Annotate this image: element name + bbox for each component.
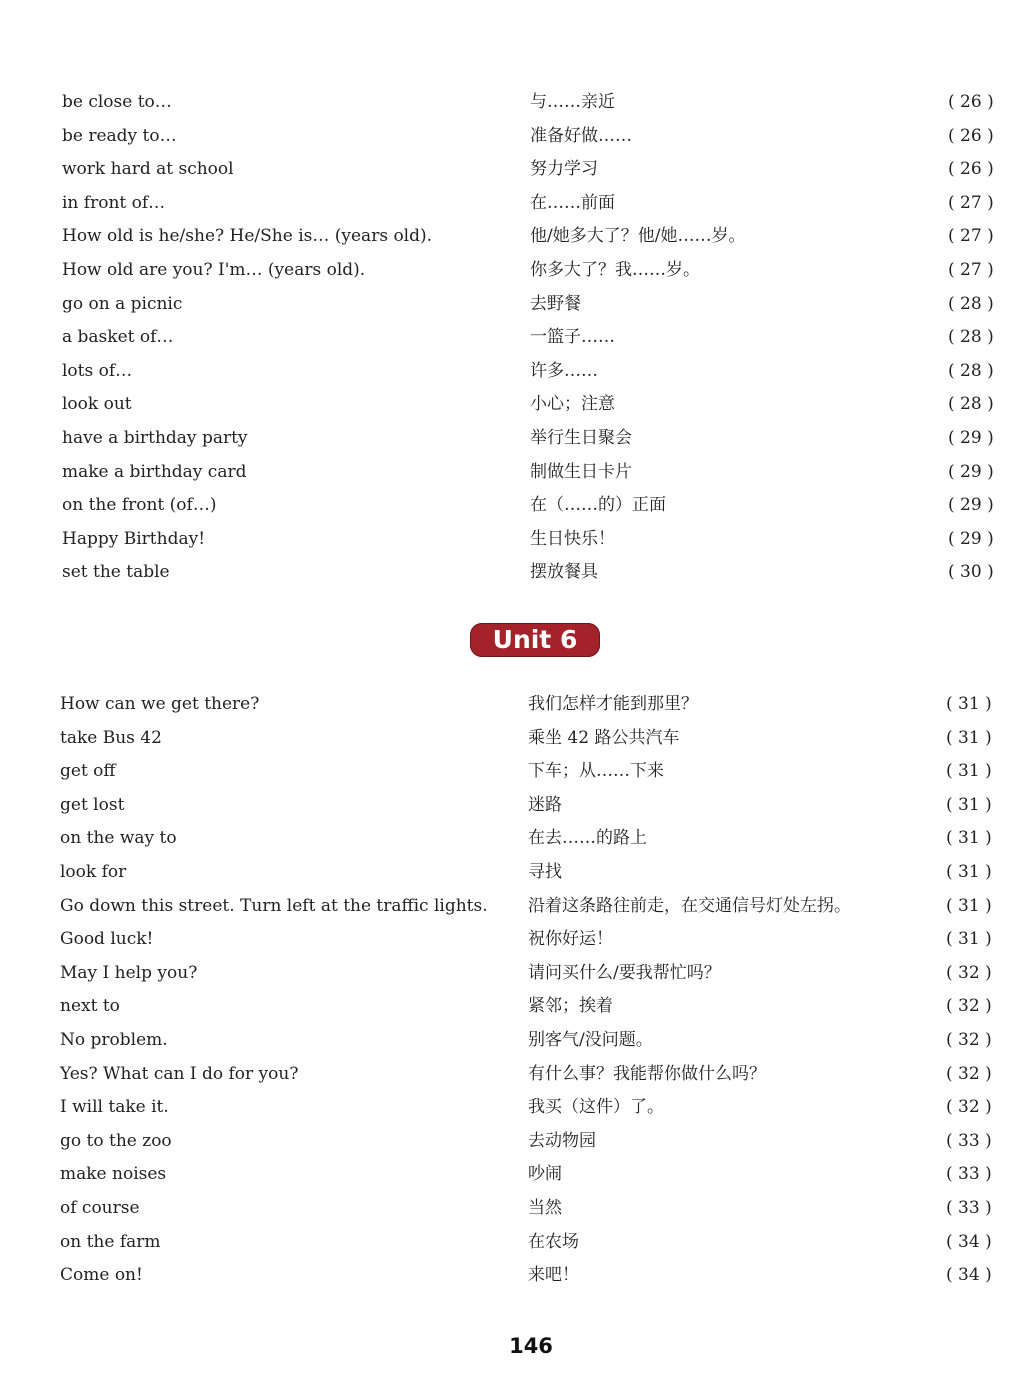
english-phrase: be ready to…	[62, 125, 177, 146]
phrase-row	[0, 355, 1024, 389]
phrase-row	[0, 422, 1024, 456]
phrase-row	[0, 523, 1024, 557]
english-phrase: Go down this street. Turn left at the traffic lights.	[60, 895, 488, 916]
phrase-row	[0, 923, 1024, 957]
phrase-row	[0, 187, 1024, 221]
page-reference: ( 31 )	[946, 761, 992, 782]
page-reference: ( 31 )	[946, 794, 992, 815]
chinese-translation: 祝你好运！	[528, 929, 613, 950]
chinese-translation: 制做生日卡片	[530, 461, 632, 482]
chinese-translation: 小心；注意	[530, 394, 615, 415]
phrase-row	[0, 890, 1024, 924]
phrase-row	[0, 220, 1024, 254]
phrase-list-unit6	[0, 688, 1024, 1293]
page-reference: ( 29 )	[948, 528, 994, 549]
chinese-translation: 与……亲近	[530, 92, 615, 112]
chinese-translation: 准备好做……	[530, 125, 632, 146]
english-phrase: on the front (of…)	[62, 495, 217, 516]
phrase-row	[0, 388, 1024, 422]
chinese-translation: 在去……的路上	[528, 828, 647, 849]
english-phrase: No problem.	[60, 1029, 168, 1050]
phrase-row	[0, 556, 1024, 590]
chinese-translation: 在（……的）正面	[530, 495, 666, 516]
page-reference: ( 28 )	[948, 327, 994, 348]
page-reference: ( 29 )	[948, 461, 994, 482]
chinese-translation: 摆放餐具	[530, 562, 598, 583]
english-phrase: make noises	[60, 1164, 167, 1185]
page-reference: ( 31 )	[946, 727, 992, 748]
chinese-translation: 我买（这件）了。	[528, 1097, 664, 1118]
english-phrase: on the farm	[60, 1231, 161, 1252]
english-phrase: May I help you?	[60, 962, 198, 983]
phrase-row	[0, 789, 1024, 823]
english-phrase: go on a picnic	[62, 293, 183, 314]
english-phrase: look for	[60, 861, 127, 882]
english-phrase: get lost	[60, 794, 125, 815]
english-phrase: be close to…	[62, 92, 172, 112]
page-reference: ( 27 )	[948, 226, 994, 247]
page-reference: ( 31 )	[946, 895, 992, 916]
phrase-row	[0, 254, 1024, 288]
phrase-row	[0, 822, 1024, 856]
page-reference: ( 31 )	[946, 694, 992, 714]
phrase-row	[0, 321, 1024, 355]
chinese-translation: 努力学习	[530, 159, 598, 180]
chinese-translation: 生日快乐！	[530, 528, 615, 549]
phrase-row	[0, 990, 1024, 1024]
page-reference: ( 34 )	[946, 1231, 992, 1252]
chinese-translation: 吵闹	[528, 1164, 562, 1185]
chinese-translation: 乘坐 42 路公共汽车	[528, 727, 680, 748]
page-reference: ( 32 )	[946, 1029, 992, 1050]
page-reference: ( 32 )	[946, 996, 992, 1017]
english-phrase: Good luck!	[60, 929, 154, 950]
english-phrase: Happy Birthday!	[62, 528, 206, 549]
page-reference: ( 26 )	[948, 125, 994, 146]
page-reference: ( 27 )	[948, 259, 994, 280]
page-reference: ( 27 )	[948, 192, 994, 213]
english-phrase: work hard at school	[62, 159, 234, 180]
chinese-translation: 一篮子……	[530, 327, 615, 348]
chinese-translation: 迷路	[528, 794, 562, 815]
phrase-row	[0, 1192, 1024, 1226]
page-reference: ( 28 )	[948, 293, 994, 314]
english-phrase: How old are you? I'm… (years old).	[62, 259, 366, 280]
english-phrase: How can we get there?	[60, 694, 260, 714]
page-reference: ( 32 )	[946, 1063, 992, 1084]
page-reference: ( 29 )	[948, 427, 994, 448]
english-phrase: look out	[62, 394, 132, 415]
chinese-translation: 紧邻；挨着	[528, 996, 613, 1017]
english-phrase: set the table	[62, 562, 170, 583]
unit-heading-badge: Unit 6	[470, 623, 600, 657]
chinese-translation: 请问买什么/要我帮忙吗？	[528, 962, 721, 983]
page-reference: ( 33 )	[946, 1130, 992, 1151]
chinese-translation: 下车；从……下来	[528, 761, 664, 782]
phrase-row	[0, 288, 1024, 322]
chinese-translation: 他/她多大了？他/她……岁。	[530, 226, 746, 247]
english-phrase: have a birthday party	[62, 427, 248, 448]
chinese-translation: 寻找	[528, 861, 562, 882]
chinese-translation: 在……前面	[530, 192, 615, 213]
chinese-translation: 沿着这条路往前走，在交通信号灯处左拐。	[528, 895, 851, 916]
phrase-row	[0, 1226, 1024, 1260]
english-phrase: on the way to	[60, 828, 177, 849]
page-reference: ( 31 )	[946, 861, 992, 882]
phrase-row	[0, 1024, 1024, 1058]
english-phrase: How old is he/she? He/She is… (years old).	[62, 226, 433, 247]
chinese-translation: 我们怎样才能到那里？	[528, 694, 698, 714]
english-phrase: of course	[60, 1197, 140, 1218]
english-phrase: I will take it.	[60, 1097, 169, 1118]
page-number: 146	[509, 1334, 553, 1358]
phrase-row	[0, 489, 1024, 523]
page-reference: ( 29 )	[948, 495, 994, 516]
page-reference: ( 34 )	[946, 1265, 992, 1286]
page-reference: ( 30 )	[948, 562, 994, 583]
chinese-translation: 举行生日聚会	[530, 427, 632, 448]
chinese-translation: 别客气/没问题。	[528, 1029, 653, 1050]
phrase-row	[0, 153, 1024, 187]
phrase-row	[0, 456, 1024, 490]
phrase-row	[0, 1091, 1024, 1125]
english-phrase: go to the zoo	[60, 1130, 172, 1151]
page-reference: ( 28 )	[948, 360, 994, 381]
chinese-translation: 许多……	[530, 360, 598, 381]
english-phrase: take Bus 42	[60, 727, 162, 748]
phrase-row	[0, 1158, 1024, 1192]
chinese-translation: 当然	[528, 1197, 562, 1218]
chinese-translation: 去野餐	[530, 293, 581, 314]
english-phrase: next to	[60, 996, 120, 1017]
english-phrase: Come on!	[60, 1265, 143, 1286]
phrase-list-unit5	[0, 86, 1024, 590]
phrase-row	[0, 1125, 1024, 1159]
page-reference: ( 31 )	[946, 828, 992, 849]
page-reference: ( 31 )	[946, 929, 992, 950]
english-phrase: Yes? What can I do for you?	[60, 1063, 299, 1084]
page-reference: ( 32 )	[946, 962, 992, 983]
phrase-row	[0, 1058, 1024, 1092]
page-reference: ( 32 )	[946, 1097, 992, 1118]
english-phrase: get off	[60, 761, 116, 782]
page-reference: ( 26 )	[948, 159, 994, 180]
phrase-row	[0, 688, 1024, 722]
chinese-translation: 有什么事？我能帮你做什么吗？	[528, 1063, 766, 1084]
english-phrase: lots of…	[62, 360, 133, 381]
phrase-row	[0, 120, 1024, 154]
page-reference: ( 33 )	[946, 1197, 992, 1218]
chinese-translation: 来吧！	[528, 1265, 579, 1286]
phrase-row	[0, 86, 1024, 120]
phrase-row	[0, 755, 1024, 789]
chinese-translation: 你多大了？我……岁。	[530, 259, 700, 280]
english-phrase: in front of…	[62, 192, 166, 213]
chinese-translation: 在农场	[528, 1231, 579, 1252]
phrase-row	[0, 856, 1024, 890]
english-phrase: make a birthday card	[62, 461, 247, 482]
page-reference: ( 28 )	[948, 394, 994, 415]
english-phrase: a basket of…	[62, 327, 174, 348]
phrase-row	[0, 1259, 1024, 1293]
phrase-row	[0, 957, 1024, 991]
page-reference: ( 26 )	[948, 92, 994, 112]
page-reference: ( 33 )	[946, 1164, 992, 1185]
phrase-row	[0, 722, 1024, 756]
chinese-translation: 去动物园	[528, 1130, 596, 1151]
